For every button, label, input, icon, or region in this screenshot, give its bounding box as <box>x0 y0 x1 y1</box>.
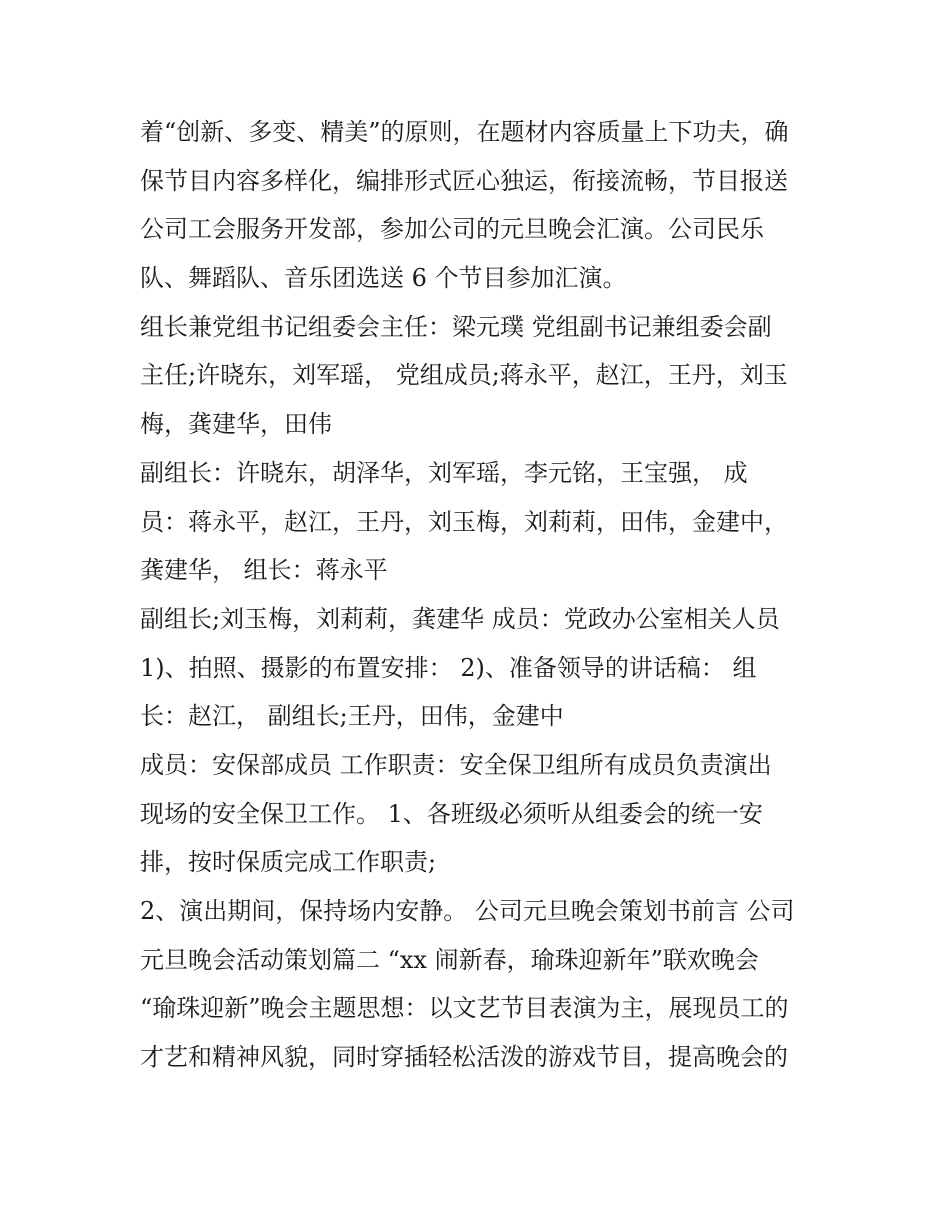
text-line: 保节目内容多样化，编排形式匠心独运，衔接流畅，节目报送 <box>140 166 788 195</box>
text-line: 梅，龚建华，田伟 <box>140 410 332 439</box>
text-line: 主任;许晓东，刘军瑶， 党组成员;蒋永平，赵江，王丹，刘玉 <box>140 361 788 390</box>
text-line: 才艺和精神风貌，同时穿插轻松活泼的游戏节目，提高晚会的 <box>140 1043 788 1072</box>
text-line: “瑜珠迎新”晚会主题思想：以文艺节目表演为主，展现员工的 <box>140 994 789 1023</box>
text-line: 长：赵江， 副组长;王丹，田伟，金建中 <box>140 702 564 731</box>
text-line: 元旦晚会活动策划篇二 “xx 闹新春，瑜珠迎新年”联欢晚会 <box>140 945 759 974</box>
text-line: 成员：安保部成员 工作职责：安全保卫组所有成员负责演出 <box>140 750 772 779</box>
document-body <box>140 108 820 1082</box>
text-line: 2、演出期间，保持场内安静。 公司元旦晚会策划书前言 公司 <box>140 897 795 925</box>
text-line: 员：蒋永平，赵江，王丹，刘玉梅，刘莉莉，田伟，金建中， <box>140 507 788 536</box>
text-line: 副组长;刘玉梅，刘莉莉，龚建华 成员：党政办公室相关人员 <box>140 604 780 633</box>
text-line: 现场的安全保卫工作。 1、各班级必须听从组委会的统一安 <box>140 799 763 828</box>
text-line: 龚建华， 组长：蒋永平 <box>140 556 388 585</box>
text-line: 副组长：许晓东，胡泽华，刘军瑶，李元铭，王宝强， 成 <box>140 458 748 487</box>
text-line: 队、舞蹈队、音乐团选送 6 个节目参加汇演。 <box>140 264 627 293</box>
text-line: 着“创新、多变、精美”的原则，在题材内容质量上下功夫，确 <box>140 118 789 146</box>
text-line: 公司工会服务开发部，参加公司的元旦晚会汇演。公司民乐 <box>140 215 764 244</box>
text-line: 组长兼党组书记组委会主任：梁元璞 党组副书记兼组委会副 <box>140 312 772 341</box>
text-line: 1)、拍照、摄影的布置安排： 2)、准备领导的讲话稿： 组 <box>140 653 757 682</box>
text-line: 排，按时保质完成工作职责; <box>140 848 437 877</box>
